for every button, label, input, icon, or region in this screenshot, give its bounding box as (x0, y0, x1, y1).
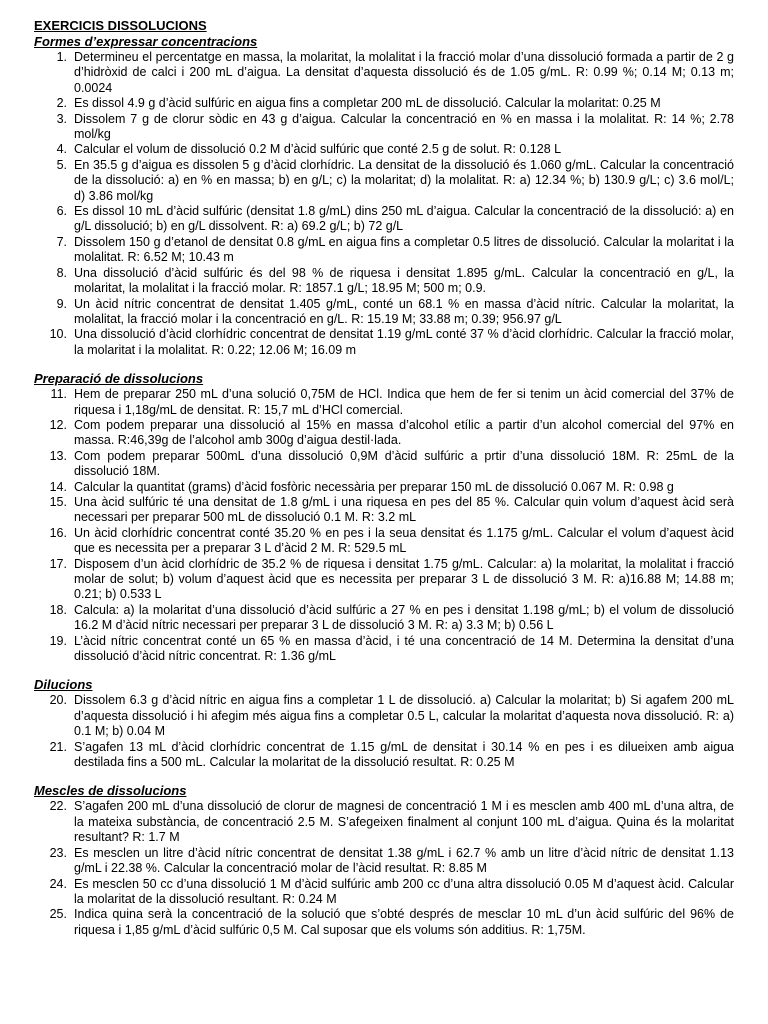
exercise-number: 2. (56, 96, 67, 111)
exercise-text: Dissolem 150 g d’etanol de densitat 0.8 g/mL en aigua fins a completar 0.5 litres de dissolució. Calcular la molaritat i la molalitat. R: 6.52 M; 10.43 m (74, 234, 734, 265)
exercise-number: 3. (56, 111, 67, 126)
exercise-text: Disposem d’un àcid clorhídric de 35.2 % de riquesa i densitat 1.75 g/mL. Calcular: a) la molaritat, la molalitat i fracció molar de solut; b) volum d’aquest àcid que es necessita per preparar 3 L de dissolució 3 M. R: a)16.88 M; 14.88 m; 0.21; b) 0.533 L (74, 556, 734, 602)
exercise-item (34, 327, 734, 358)
exercise-number: 19. (49, 633, 67, 648)
exercise-text: Calcular el volum de dissolució 0.2 M d’àcid sulfúric que conté 2.5 g de solut. R: 0.128 L (74, 142, 562, 157)
exercise-item (34, 112, 734, 143)
exercise-number: 25. (49, 907, 67, 922)
exercise-number: 23. (49, 845, 67, 860)
exercise-text: Una dissolució d’àcid clorhídric concentrat de densitat 1.19 g/mL conté 37 % d’àcid clorhídric. Calcular la fracció molar, la molaritat i la molalitat. R: 0.22; 12.06 M; 16.09 m (74, 327, 734, 357)
exercise-text: Com podem preparar una dissolució al 15% en massa d’alcohol etílic a partir d’un alcohol comercial del 97% en massa. R:46,39g de l’alcohol amb 300g d’aigua destil·lada. (74, 417, 734, 448)
exercise-number: 6. (56, 204, 67, 219)
exercise-number: 12. (49, 417, 67, 432)
exercise-item (34, 877, 734, 908)
exercise-number: 7. (56, 234, 67, 249)
exercise-text: Una àcid sulfúric té una densitat de 1.8 g/mL i una riquesa en pes del 85 %. Calcular quin volum d’aquest àcid serà necessari per preparar 500 mL de dissolució 0.1 M. R: 3.2 mL (74, 494, 734, 525)
exercise-text: S’agafen 13 mL d’àcid clorhídric concentrat de 1.15 g/mL de densitat i 30.14 % en pes i es dilueixen amb aigua destilada fins a 500 mL. Calcular la molaritat de la dissolució resultat. R: 0.25 M (74, 739, 734, 770)
exercise-item (34, 557, 734, 603)
section (34, 371, 734, 664)
exercise-number: 18. (49, 602, 67, 617)
exercise-item (34, 50, 734, 96)
exercise-number: 10. (49, 327, 67, 342)
exercise-text: Un àcid nítric concentrat de densitat 1.405 g/mL, conté un 68.1 % en massa d’àcid nítric. Calcular la molaritat, la molalitat, la fracció molar i la concentració en g/L. R: 15.19 M; 33.88 m; 0.39; 956.97 g/L (74, 296, 734, 326)
exercise-text: Determineu el percentatge en massa, la molaritat, la molalitat i la fracció molar d’una dissolució formada a partir de 2 g d’hidròxid de calci i 200 mL d’aigua. La densitat d’aquesta dissolució és de 1.05 g/mL. R: 0.99 %; 0.14 M; 0.13 m; 0.0024 (74, 50, 734, 95)
exercise-item (34, 480, 734, 495)
exercise-text: En 35.5 g d’aigua es dissolen 5 g d’àcid clorhídric. La densitat de la dissolució és 1.060 g/mL. Calcular la concentració de la dissolució: a) en % en massa; b) en g/L; c) la molaritat; d) la molalitat. R: a) 12.34 %; b) 130.9 g/L; c) 3.6 mol/L; d) 3.86 mol/kg (74, 157, 734, 203)
exercise-number: 16. (49, 525, 67, 540)
exercise-text: Hem de preparar 250 mL d’una solució 0,75M de HCl. Indica que hem de fer si tenim un àcid comercial del 37% de riquesa i 1,18g/mL de densitat. R: 15,7 mL d’HCl comercial. (74, 387, 734, 417)
exercise-list (34, 50, 734, 358)
exercise-text: Es mesclen 50 cc d’una dissolució 1 M d’àcid sulfúric amb 200 cc d’una altra dissolució 0.05 M d’aquest àcid. Calcular la molaritat de la dissolució resultant. R: 0.24 M (74, 876, 734, 906)
exercise-item (34, 907, 734, 938)
exercise-item (34, 526, 734, 557)
exercise-text: Com podem preparar 500mL d’una dissolució 0,9M d’àcid sulfúric a prtir d’una dissolució 18M. R: 25mL de la dissolució 18M. (74, 448, 734, 479)
section-heading: Preparació de dissolucions (34, 371, 204, 387)
section (34, 677, 734, 770)
exercise-number: 1. (56, 50, 67, 64)
exercise-list (34, 693, 734, 770)
exercise-text: Es mesclen un litre d’àcid nítric concentrat de densitat 1.38 g/mL i 62.7 % amb un litre d’àcid nítric de densitat 1.13 g/mL i 22.38 %. Calcular la concentració molar de l’àcid resultat. R: 8.85 M (74, 845, 734, 876)
exercise-number: 9. (56, 296, 67, 311)
exercise-item (34, 740, 734, 771)
exercise-item (34, 634, 734, 665)
sections-container (34, 34, 734, 938)
exercise-text: S’agafen 200 mL d’una dissolució de clorur de magnesi de concentració 1 M i es mesclen amb 400 mL d’una altra, de la mateixa substància, de concentració 2.5 M. S’afegeixen finalment al conjunt 100 mL d’aigua. Quina és la molaritat resultant? R: 1.7 M (74, 799, 734, 845)
exercise-item (34, 495, 734, 526)
exercise-number: 20. (49, 693, 67, 708)
exercise-number: 14. (49, 479, 67, 494)
exercise-number: 13. (49, 448, 67, 463)
section-heading: Mescles de dissolucions (34, 783, 187, 799)
exercise-number: 24. (49, 876, 67, 891)
document-title: EXERCICIS DISSOLUCIONS (34, 18, 207, 33)
section (34, 783, 734, 938)
exercise-item (34, 235, 734, 266)
exercise-number: 22. (49, 799, 67, 814)
exercise-text: L’àcid nítric concentrat conté un 65 % en massa d’àcid, i té una concentració de 14 M. Determina la densitat d’una dissolució d’àcid nítric concentrat. R: 1.36 g/mL (74, 633, 734, 664)
exercise-number: 8. (56, 265, 67, 280)
exercise-text: Una dissolució d’àcid sulfúric és del 98 % de riquesa i densitat 1.895 g/mL. Calcular la concentració en g/L, la molaritat, la molalitat i la fracció molar. R: 1857.1 g/L; 18.95 M; 500 m; 0.9. (74, 265, 734, 296)
exercise-item (34, 799, 734, 845)
exercise-text: Es dissol 4.9 g d’àcid sulfúric en aigua fins a completar 200 mL de dissolució. Calcular la molaritat: 0.25 M (74, 96, 661, 111)
exercise-text: Calcula: a) la molaritat d’una dissolució d’àcid sulfúric a 27 % en pes i densitat 1.198 g/mL; b) el volum de dissolució 16.2 M d’àcid nítric necessari per preparar 3 L de dissolució 3 M. R: a) 3.3 M; b) 0.56 L (74, 602, 734, 633)
exercise-number: 17. (49, 556, 67, 571)
exercise-item (34, 142, 734, 157)
exercise-number: 11. (50, 387, 67, 402)
exercise-text: Dissolem 7 g de clorur sòdic en 43 g d’aigua. Calcular la concentració en % en massa i la molalitat. R: 14 %; 2.78 mol/kg (74, 111, 734, 142)
section-heading: Formes d’expressar concentracions (34, 34, 258, 49)
exercise-text: Dissolem 6.3 g d’àcid nítric en aigua fins a completar 1 L de dissolució. a) Calcular la molaritat; b) Si agafem 200 mL d’aquesta dissolució i hi afegim més aigua fins a completar 0.5 L, calcular la molaritat d’aquesta nova dissolució. R: a) 0.1 M; b) 0.04 M (74, 693, 734, 739)
exercise-text: Calcular la quantitat (grams) d’àcid fosfòric necessària per preparar 150 mL de dissolució 0.067 M. R: 0.98 g (74, 479, 674, 494)
exercise-item (34, 266, 734, 297)
exercise-text: Un àcid clorhídric concentrat conté 35.20 % en pes i la seua densitat és 1.175 g/mL. Calcular el volum d’aquest àcid que es necessita per a preparar 3 L d’àcid 2 M. R: 529.5 mL (74, 525, 734, 556)
section (34, 34, 734, 358)
exercise-list (34, 387, 734, 664)
exercise-list (34, 799, 734, 938)
exercise-item (34, 158, 734, 204)
exercise-number: 15. (49, 494, 67, 509)
exercise-number: 5. (56, 157, 67, 172)
exercise-item (34, 297, 734, 328)
exercise-number: 21. (49, 739, 67, 754)
exercise-text: Es dissol 10 mL d’àcid sulfúric (densitat 1.8 g/mL) dins 250 mL d’aigua. Calcular la concentració de la dissolució: a) en g/L dissolució; b) en g/L dissolvent. R: a) 69.2 g/L; b) 72 g/L (74, 204, 734, 234)
exercise-number: 4. (56, 142, 67, 157)
exercise-item (34, 846, 734, 877)
exercise-text: Indica quina serà la concentració de la solució que s’obté després de mesclar 10 mL d’un àcid sulfúric del 96% de riquesa i 1,85 g/mL d’àcid sulfúric 0,5 M. Cal suposar que els volums són additius. R: 1,75M. (74, 907, 734, 937)
exercise-item (34, 96, 734, 111)
exercise-item (34, 693, 734, 739)
exercise-item (34, 418, 734, 449)
exercise-item (34, 449, 734, 480)
exercise-item (34, 603, 734, 634)
exercise-item (34, 387, 734, 418)
exercise-item (34, 204, 734, 235)
section-heading: Dilucions (34, 677, 93, 693)
